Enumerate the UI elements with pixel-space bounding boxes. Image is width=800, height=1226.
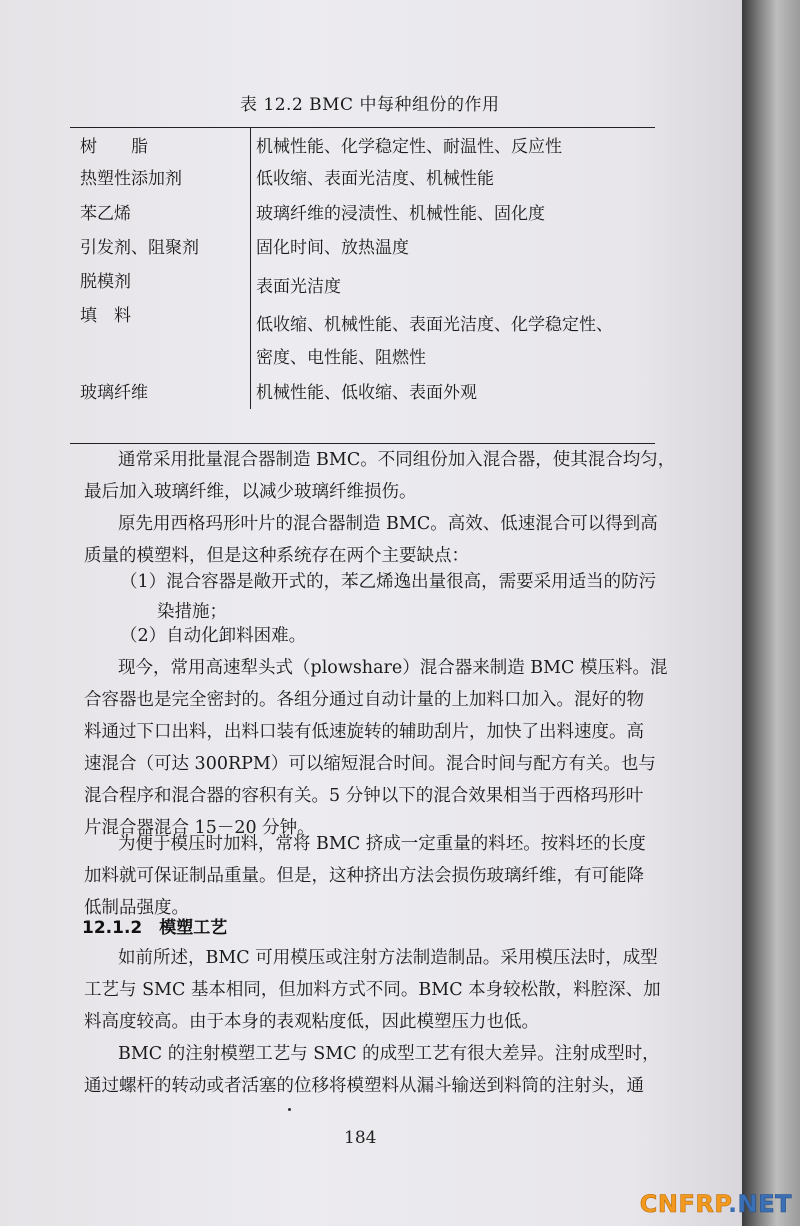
table-column-divider — [250, 127, 251, 409]
text-line: BMC 的注射模塑工艺与 SMC 的成型工艺有很大差异。注射成型时， — [118, 1044, 660, 1064]
table-cell-role: 低收缩、表面光洁度、机械性能 — [256, 169, 494, 189]
paragraph — [84, 444, 676, 508]
text-line: 如前所述，BMC 可用模压或注射方法制造制品。采用模压法时，成型 — [118, 948, 658, 968]
book-spine-shadow — [742, 0, 800, 1226]
text-line: 料高度较高。由于本身的表观粘度低，因此模塑压力也低。 — [84, 1012, 539, 1032]
watermark-part: CNFRP — [639, 1190, 729, 1218]
table-cell-component: 玻璃纤维 — [80, 383, 148, 403]
text-line: 工艺与 SMC 基本相同，但加料方式不同。BMC 本身较松散，料腔深、加 — [84, 980, 661, 1000]
list-item-continuation: 染措施； — [157, 602, 227, 622]
table-cell-role: 固化时间、放热温度 — [256, 238, 409, 258]
paragraph — [84, 828, 654, 924]
watermark-part: NET — [737, 1190, 792, 1218]
text-line: 通过螺杆的转动或者活塞的位移将模塑料从漏斗输送到料筒的注射头，通 — [84, 1076, 644, 1096]
table-cell-role: 低收缩、机械性能、表面光洁度、化学稳定性、 — [256, 315, 613, 335]
text-line: 原先用西格玛形叶片的混合器制造 BMC。高效、低速混合可以得到高 — [118, 514, 658, 534]
text-line: 为便于模压时加料，常将 BMC 挤成一定重量的料坯。按料坯的长度 — [118, 834, 646, 854]
table-top-rule — [70, 127, 655, 128]
print-dot — [288, 1108, 291, 1111]
table-cell-role: 表面光洁度 — [256, 277, 341, 297]
list-item: （1）混合容器是敞开式的，苯乙烯逸出量很高，需要采用适当的防污 — [120, 572, 657, 592]
text-line: 速混合（可达 300RPM）可以缩短混合时间。混合时间与配方有关。也与 — [84, 754, 656, 774]
table-cell-component: 填 料 — [80, 306, 131, 326]
table-cell-role: 玻璃纤维的浸渍性、机械性能、固化度 — [256, 204, 545, 224]
text-line: 混合程序和混合器的容积有关。5 分钟以下的混合效果相当于西格玛形叶 — [84, 786, 644, 806]
text-line: 通常采用批量混合器制造 BMC。不同组份加入混合器，使其混合均匀， — [118, 450, 676, 470]
text-line: 最后加入玻璃纤维，以减少玻璃纤维损伤。 — [84, 482, 417, 502]
table-cell-role: 机械性能、低收缩、表面外观 — [256, 383, 477, 403]
paragraph — [84, 942, 661, 1038]
table-cell-component: 树 脂 — [80, 137, 148, 157]
paragraph — [84, 508, 658, 572]
text-line: 低制品强度。 — [84, 898, 189, 918]
text-line: 现今，常用高速犁头式（plowshare）混合器来制造 BMC 模压料。混 — [118, 658, 668, 678]
section-heading: 12.1.2 模塑工艺 — [82, 918, 228, 938]
text-line: 合容器也是完全密封的。各组分通过自动计量的上加料口加入。混好的物 — [84, 690, 644, 710]
table-cell-component: 苯乙烯 — [80, 204, 131, 224]
table-cell-component: 热塑性添加剂 — [80, 169, 182, 189]
table-cell-role: 机械性能、化学稳定性、耐温性、反应性 — [256, 137, 562, 157]
table-caption: 表 12.2 BMC 中每种组份的作用 — [240, 95, 500, 115]
component-table — [70, 127, 655, 447]
text-line: 质量的模塑料，但是这种系统存在两个主要缺点： — [84, 546, 469, 566]
watermark-part: . — [728, 1190, 738, 1218]
paragraph — [84, 1038, 660, 1102]
table-cell-role: 密度、电性能、阻燃性 — [256, 348, 426, 368]
text-line: 片混合器混合 15－20 分钟。 — [84, 818, 315, 838]
table-cell-component: 脱模剂 — [80, 272, 131, 292]
site-watermark-logo — [640, 1190, 792, 1218]
table-cell-component: 引发剂、阻聚剂 — [80, 238, 199, 258]
list-item: （2）自动化卸料困难。 — [120, 626, 307, 646]
text-line: 料通过下口出料，出料口装有低速旋转的辅助刮片，加快了出料速度。高 — [84, 722, 644, 742]
text-line: 加料就可保证制品重量。但是，这种挤出方法会损伤玻璃纤维，有可能降 — [84, 866, 644, 886]
paragraph — [84, 652, 668, 844]
page-number: 184 — [344, 1128, 377, 1148]
